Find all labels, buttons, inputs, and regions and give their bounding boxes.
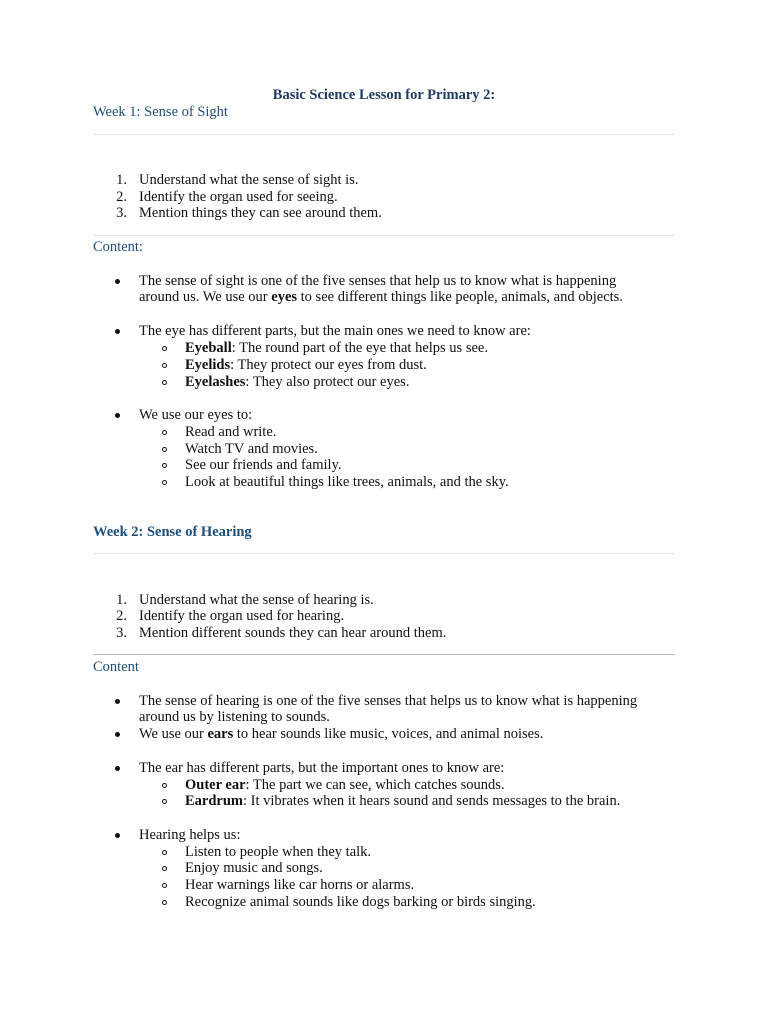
sub-list-item: Hear warnings like car horns or alarms. bbox=[185, 877, 415, 893]
list-number: 3. bbox=[116, 205, 127, 221]
sub-list-item: Look at beautiful things like trees, animals, and the sky. bbox=[185, 474, 509, 490]
divider bbox=[93, 553, 675, 554]
bullet-icon bbox=[115, 329, 120, 334]
circle-bullet-icon bbox=[162, 447, 167, 452]
bullet-icon bbox=[115, 279, 120, 284]
list-item: Mention different sounds they can hear around them. bbox=[139, 625, 447, 641]
bullet-icon bbox=[115, 833, 120, 838]
list-item-continued: around us by listening to sounds. bbox=[139, 709, 330, 725]
week1-title: Week 1: Sense of Sight bbox=[93, 104, 228, 120]
sub-list-item: Watch TV and movies. bbox=[185, 441, 318, 457]
circle-bullet-icon bbox=[162, 363, 167, 368]
list-item: The ear has different parts, but the important ones to know are: bbox=[139, 760, 505, 776]
list-item: Mention things they can see around them. bbox=[139, 205, 382, 221]
sub-list-item: Eardrum: It vibrates when it hears sound and sends messages to the brain. bbox=[185, 793, 621, 809]
bullet-icon bbox=[115, 699, 120, 704]
list-number: 3. bbox=[116, 625, 127, 641]
circle-bullet-icon bbox=[162, 430, 167, 435]
bullet-icon bbox=[115, 766, 120, 771]
divider bbox=[93, 235, 675, 236]
week2-title: Week 2: Sense of Hearing bbox=[93, 524, 252, 540]
week2-content-heading: Content bbox=[93, 659, 139, 675]
list-item: Hearing helps us: bbox=[139, 827, 241, 843]
circle-bullet-icon bbox=[162, 900, 167, 905]
sub-list-item: See our friends and family. bbox=[185, 457, 342, 473]
list-item: Identify the organ used for hearing. bbox=[139, 608, 345, 624]
divider bbox=[93, 134, 675, 135]
circle-bullet-icon bbox=[162, 883, 167, 888]
list-item: The eye has different parts, but the main ones we need to know are: bbox=[139, 323, 531, 339]
list-item: We use our ears to hear sounds like music, voices, and animal noises. bbox=[139, 726, 544, 742]
list-item: The sense of sight is one of the five senses that help us to know what is happening bbox=[139, 273, 617, 289]
bullet-icon bbox=[115, 413, 120, 418]
sub-list-item: Eyelids: They protect our eyes from dust. bbox=[185, 357, 427, 373]
bullet-icon bbox=[115, 732, 120, 737]
circle-bullet-icon bbox=[162, 463, 167, 468]
divider bbox=[93, 654, 675, 655]
circle-bullet-icon bbox=[162, 480, 167, 485]
list-item: We use our eyes to: bbox=[139, 407, 253, 423]
circle-bullet-icon bbox=[162, 346, 167, 351]
list-number: 1. bbox=[116, 172, 127, 188]
week1-content-heading: Content: bbox=[93, 239, 143, 255]
document-title: Basic Science Lesson for Primary 2: bbox=[272, 87, 496, 103]
sub-list-item: Outer ear: The part we can see, which catches sounds. bbox=[185, 777, 505, 793]
list-item: The sense of hearing is one of the five senses that helps us to know what is happening bbox=[139, 693, 638, 709]
list-item: Understand what the sense of hearing is. bbox=[139, 592, 374, 608]
sub-list-item: Eyeball: The round part of the eye that helps us see. bbox=[185, 340, 488, 356]
circle-bullet-icon bbox=[162, 783, 167, 788]
list-number: 1. bbox=[116, 592, 127, 608]
list-item: Understand what the sense of sight is. bbox=[139, 172, 359, 188]
sub-list-item: Listen to people when they talk. bbox=[185, 844, 372, 860]
sub-list-item: Read and write. bbox=[185, 424, 277, 440]
list-item-continued: around us. We use our eyes to see different things like people, animals, and objects. bbox=[139, 289, 623, 305]
sub-list-item: Recognize animal sounds like dogs barking or birds singing. bbox=[185, 894, 536, 910]
sub-list-item: Eyelashes: They also protect our eyes. bbox=[185, 374, 410, 390]
circle-bullet-icon bbox=[162, 799, 167, 804]
sub-list-item: Enjoy music and songs. bbox=[185, 860, 323, 876]
circle-bullet-icon bbox=[162, 850, 167, 855]
circle-bullet-icon bbox=[162, 866, 167, 871]
list-item: Identify the organ used for seeing. bbox=[139, 189, 338, 205]
list-number: 2. bbox=[116, 608, 127, 624]
list-number: 2. bbox=[116, 189, 127, 205]
circle-bullet-icon bbox=[162, 380, 167, 385]
